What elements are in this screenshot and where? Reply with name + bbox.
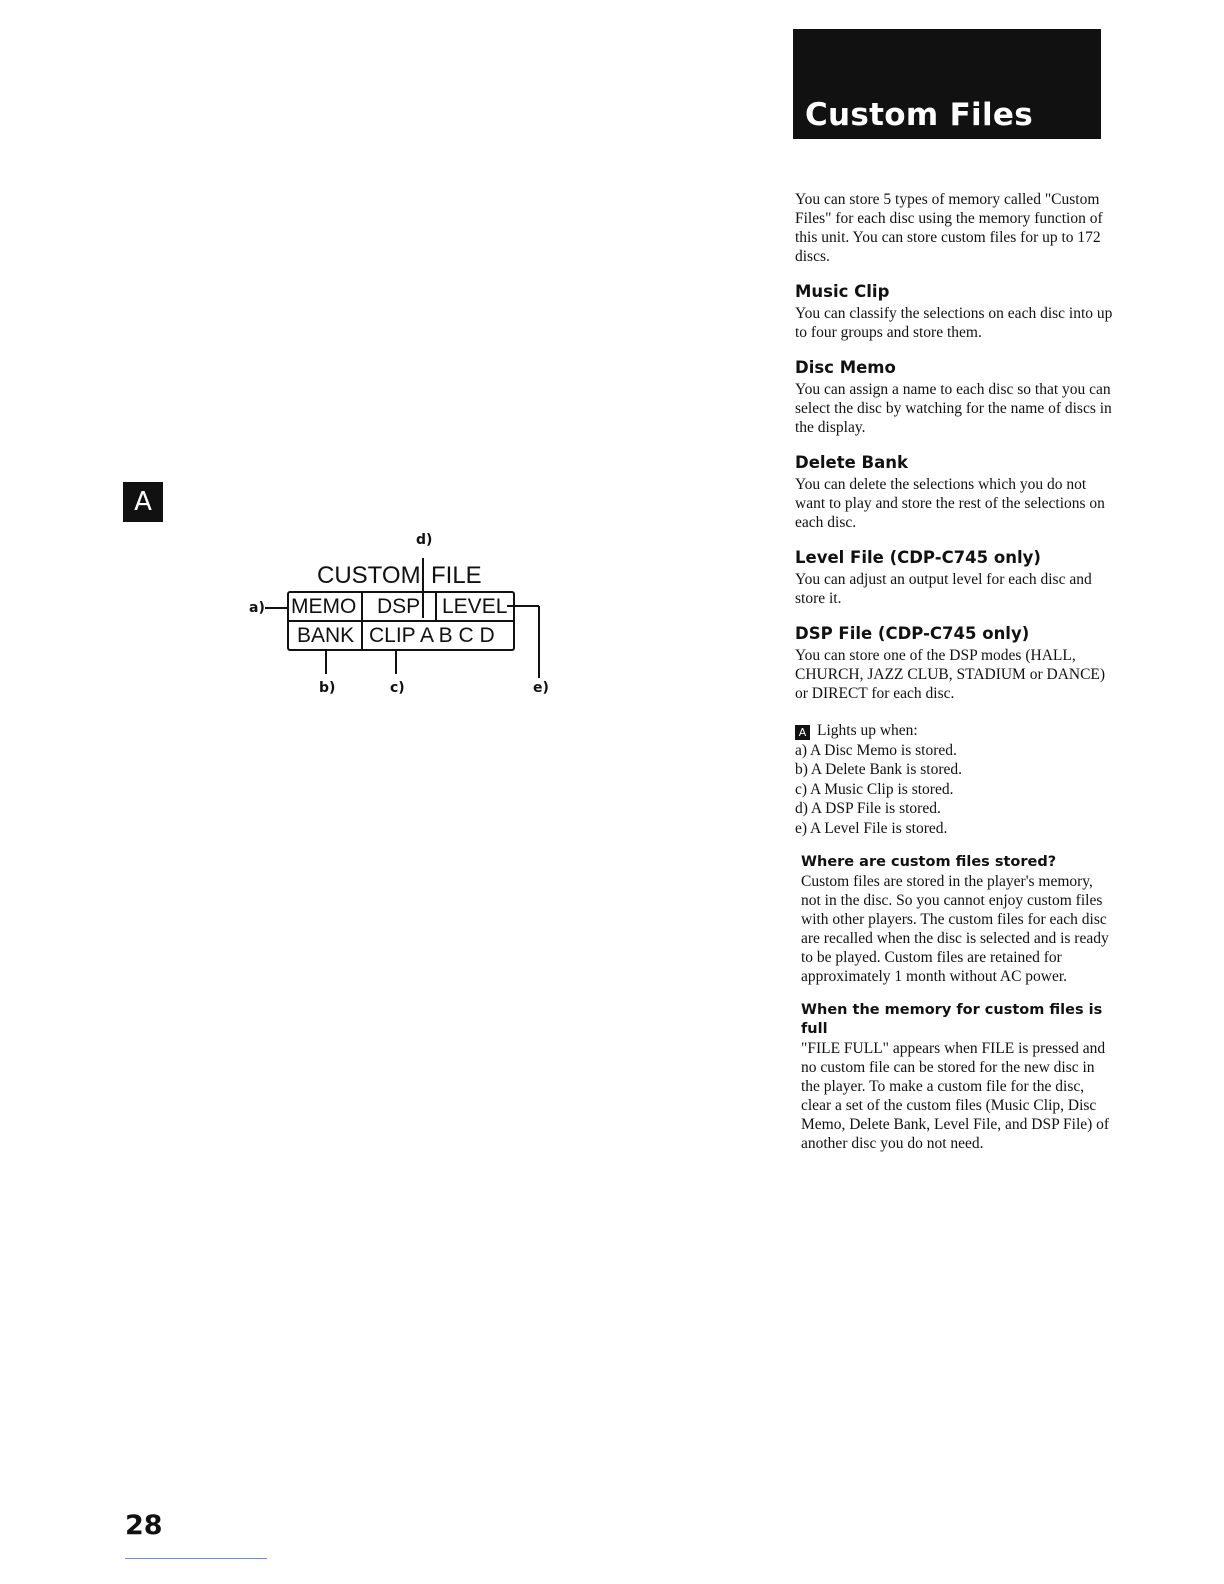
section-body: You can store one of the DSP modes (HALL, CHURCH, JAZZ CLUB, STADIUM or DANCE) or DIRECT for each disc.	[795, 647, 1106, 702]
header-bar	[793, 29, 1101, 139]
label-c: c)	[390, 680, 405, 696]
legend-item: d) A DSP File is stored.	[795, 800, 941, 817]
section-body: You can delete the selections which you do not want to play and store the rest of the selections on each disc.	[795, 476, 1105, 531]
section-dsp-file	[795, 623, 1115, 703]
legend-item: a) A Disc Memo is stored.	[795, 741, 957, 759]
footer-rule	[125, 1558, 267, 1559]
cell-dsp: DSP	[377, 595, 421, 618]
custom-file-display-diagram	[245, 530, 565, 700]
figure-badge: A	[123, 482, 163, 522]
cell-memo: MEMO	[291, 595, 357, 618]
qa-title: Where are custom files stored?	[801, 854, 1057, 870]
cell-level: LEVEL	[442, 595, 508, 618]
figure-legend	[795, 721, 1115, 838]
section-body: You can classify the selections on each disc into up to four groups and store them.	[795, 305, 1113, 341]
section-title: DSP File (CDP-C745 only)	[795, 624, 1030, 643]
label-a: a)	[249, 600, 265, 616]
display-title-file: FILE	[431, 562, 482, 589]
section-title: Music Clip	[795, 282, 890, 301]
legend-item: e) A Level File is stored.	[795, 819, 948, 837]
section-disc-memo	[795, 357, 1115, 437]
legend-badge: A	[795, 725, 810, 740]
section-title: Disc Memo	[795, 358, 896, 377]
display-title-custom: CUSTOM	[317, 562, 421, 589]
page-title: Custom Files	[805, 97, 1033, 133]
page-number: 28	[125, 1510, 163, 1541]
label-b: b)	[319, 680, 336, 696]
legend-heading: Lights up when:	[817, 722, 918, 739]
section-body: You can adjust an output level for each disc and store it.	[795, 571, 1092, 607]
cell-bank: BANK	[297, 624, 355, 647]
section-level-file	[795, 547, 1115, 608]
section-title: Delete Bank	[795, 453, 908, 472]
legend-item: b) A Delete Bank is stored.	[795, 761, 963, 778]
text-column	[795, 190, 1115, 1153]
section-title: Level File (CDP-C745 only)	[795, 548, 1041, 567]
legend-item: c) A Music Clip is stored.	[795, 780, 954, 798]
qa-custom-files-stored	[795, 853, 1115, 986]
qa-title: When the memory for custom files is full	[801, 1002, 1103, 1037]
qa-memory-full	[795, 1001, 1115, 1153]
section-music-clip	[795, 281, 1115, 342]
intro-paragraph: You can store 5 types of memory called "Custom Files" for each disc using the memory function of this unit. You can store custom files for up to 172 discs.	[795, 191, 1103, 265]
qa-body: Custom files are stored in the player's memory, not in the disc. So you cannot enjoy custom files with other players. The custom files for each disc are recalled when the disc is selected and is ready to be played. Custom files are retained for approximately 1 month without AC power.	[801, 873, 1109, 985]
legend-heading-row	[795, 721, 1115, 741]
label-d: d)	[416, 532, 433, 548]
section-body: You can assign a name to each disc so that you can select the disc by watching for the name of discs in the display.	[795, 381, 1112, 436]
cell-clip: CLIP A B C D	[369, 624, 495, 647]
label-e: e)	[533, 680, 549, 696]
section-delete-bank	[795, 452, 1115, 532]
qa-body: "FILE FULL" appears when FILE is pressed and no custom file can be stored for the new disc in the player. To make a custom file for the disc, clear a set of the custom files (Music Clip, Disc Memo, Delete Bank, Level File, and DSP File) of another disc you do not need.	[801, 1040, 1110, 1152]
